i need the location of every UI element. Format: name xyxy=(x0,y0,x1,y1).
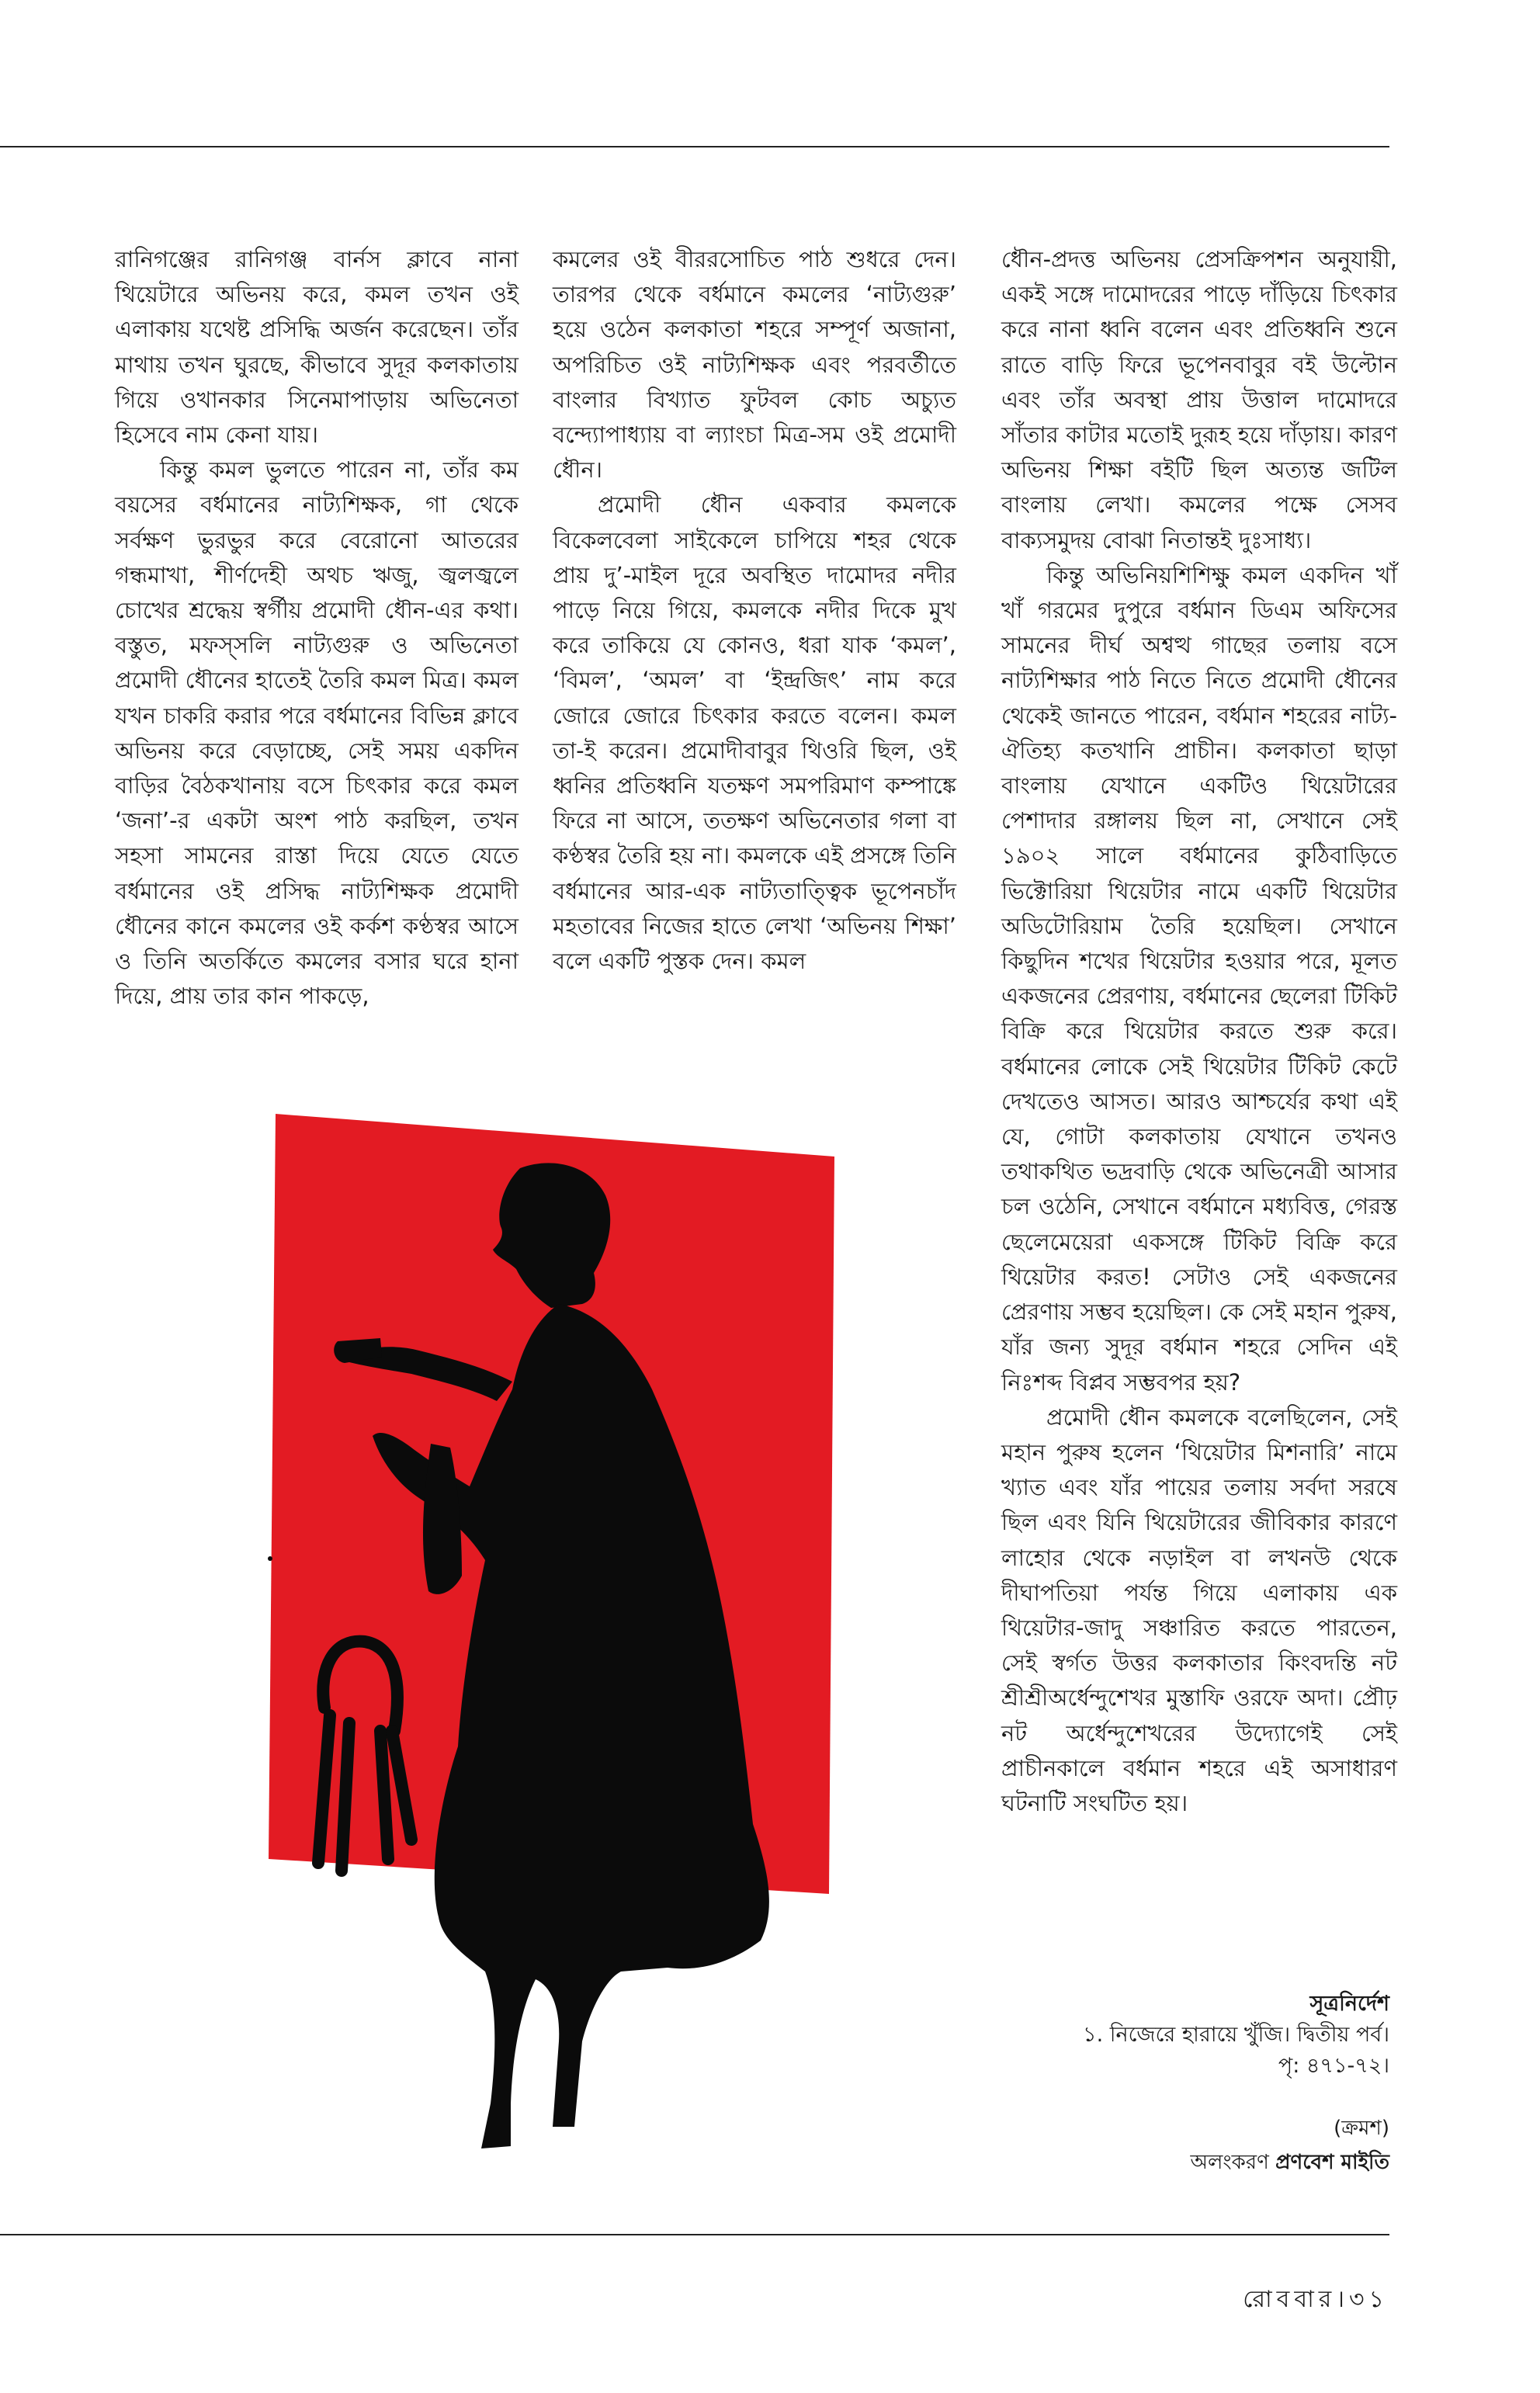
credit-label: অলংকরণ xyxy=(1190,2151,1269,2174)
article-tail xyxy=(1001,2111,1389,2180)
text-column-1 xyxy=(115,242,519,1014)
paragraph: প্রমোদী ধৌন একবার কমলকে বিকেলবেলা সাইকেলে চাপিয়ে শহর থেকে প্রায় দু’-মাইল দূরে অবস্থিত দামোদর নদীর পাড়ে নিয়ে গিয়ে, কমলকে নদীর দিকে মুখ করে তাকিয়ে যে কোনও, ধরা যাক ‘কমল’, ‘বিমল’, ‘অমল’ বা ‘ইন্দ্রজিৎ’ নাম করে জোরে জোরে চিৎকার করতে বলেন। কমল তা-ই করেন। প্রমোদীবাবুর থিওরি ছিল, ওই ধ্বনির প্রতিধ্বনি যতক্ষণ সমপরিমাণ কম্পাঙ্কে ফিরে না আসে, ততক্ষণ অভিনেতার গলা বা কণ্ঠস্বর তৈরি হয় না। কমলকে এই প্রসঙ্গে তিনি বর্ধমানের আর-এক নাট্যতাত্ত্বিক ভূপেনচাঁদ মহতাবের নিজের হাতে লেখা ‘অভিনয় শিক্ষা’ বলে একটি পুস্তক দেন। কমল xyxy=(553,491,956,975)
ink-dot xyxy=(268,1556,272,1561)
illustration-credit xyxy=(1001,2145,1389,2180)
reference-pages: পৃ: ৪৭১-৭২। xyxy=(1278,2054,1389,2078)
references-heading: সূত্রনির্দেশ xyxy=(1309,1992,1389,2016)
references xyxy=(1001,1989,1389,2082)
paragraph: কিন্তু কমল ভুলতে পারেন না, তাঁর কম বয়সের বর্ধমানের নাট্যশিক্ষক, গা থেকে সর্বক্ষণ ভুরভুর করে বেরোনো আতরের গন্ধমাখা, শীর্ণদেহী অথচ ঋজু, জ্বলজ্বলে চোখের শ্রদ্ধেয় স্বর্গীয় প্রমোদী ধৌন-এর কথা। বস্তুত, মফস্সলি নাট্যগুরু ও অভিনেতা প্রমোদী ধৌনের হাতেই তৈরি কমল মিত্র। কমল যখন চাকরি করার পরে বর্ধমানের বিভিন্ন ক্লাবে অভিনয় করে বেড়াচ্ছে, সেই সময় একদিন বাড়ির বৈঠকখানায় বসে চিৎকার করে কমল ‘জনা’-র একটা অংশ পাঠ করছিল, তখন সহসা সামনের রাস্তা দিয়ে যেতে যেতে বর্ধমানের ওই প্রসিদ্ধ নাট্যশিক্ষক প্রমোদী ধৌনের কানে কমলের ওই কর্কশ কণ্ঠস্বর আসে ও তিনি অতর্কিতে কমলের বসার ঘরে হানা দিয়ে, প্রায় তার কান পাকড়ে, xyxy=(115,456,519,1010)
text-column-2 xyxy=(553,242,956,979)
silhouette-illustration xyxy=(264,1094,877,2212)
page-number: ৩১ xyxy=(1349,2286,1389,2313)
paragraph: রানিগঞ্জের রানিগঞ্জ বার্নস ক্লাবে নানা থিয়েটারে অভিনয় করে, কমল তখন ওই এলাকায় যথেষ্ট প্রসিদ্ধি অর্জন করেছেন। তাঁর মাথায় তখন ঘুরছে, কীভাবে সুদূর কলকাতায় গিয়ে ওখানকার সিনেমাপাড়ায় অভিনেতা হিসেবে নাম কেনা যায়। xyxy=(115,246,519,449)
text-column-3 xyxy=(1001,242,1397,1821)
magazine-name: রোববার xyxy=(1243,2286,1337,2313)
bottom-rule xyxy=(0,2234,1389,2235)
paragraph: প্রমোদী ধৌন কমলকে বলেছিলেন, সেই মহান পুরুষ হলেন ‘থিয়েটার মিশনারি’ নামে খ্যাত এবং যাঁর পায়ের তলায় সর্বদা সরষে ছিল এবং যিনি থিয়েটারের জীবিকার কারণে লাহোর থেকে নড়াইল বা লখনউ থেকে দীঘাপতিয়া পর্যন্ত গিয়ে এলাকায় এক থিয়েটার-জাদু সঞ্চারিত করতে পারতেন, সেই স্বর্গত উত্তর কলকাতার কিংবদন্তি নট শ্রীশ্রীঅর্ধেন্দুশেখর মুস্তাফি ওরফে অদা। প্রৌঢ় নট অর্ধেন্দুশেখরের উদ্যোগেই সেই প্রাচীনকালে বর্ধমান শহরে এই অসাধারণ ঘটনাটি সংঘটিত হয়। xyxy=(1001,1403,1397,1816)
credit-artist: প্রণবেশ মাইতি xyxy=(1275,2151,1389,2174)
page-folio xyxy=(1243,2280,1389,2320)
top-rule xyxy=(0,146,1389,147)
reference-item: ১. নিজেরে হারায়ে খুঁজি। দ্বিতীয় পর্ব। xyxy=(1083,2023,1389,2047)
folio-separator: । xyxy=(1336,2286,1350,2313)
paragraph: ধৌন-প্রদত্ত অভিনয় প্রেসক্রিপশন অনুযায়ী, একই সঙ্গে দামোদরের পাড়ে দাঁড়িয়ে চিৎকার করে নানা ধ্বনি বলেন এবং প্রতিধ্বনি শুনে রাতে বাড়ি ফিরে ভূপেনবাবুর বই উল্টোন এবং তাঁর অবস্থা প্রায় উত্তাল দামোদরে সাঁতার কাটার মতোই দুরূহ হয়ে দাঁড়ায়। কারণ অভিনয় শিক্ষা বইটি ছিল অত্যন্ত জটিল বাংলায় লেখা। কমলের পক্ষে সেসব বাক্যসমুদয় বোঝা নিতান্তই দুঃসাধ্য। xyxy=(1001,246,1397,553)
paragraph: কমলের ওই বীররসোচিত পাঠ শুধরে দেন। তারপর থেকে বর্ধমানে কমলের ‘নাট্যগুরু’ হয়ে ওঠেন কলকাতা শহরে সম্পূর্ণ অজানা, অপরিচিত ওই নাট্যশিক্ষক এবং পরবর্তীতে বাংলার বিখ্যাত ফুটবল কোচ অচ্যুত বন্দ্যোপাধ্যায় বা ল্যাংচা মিত্র-সম ওই প্রমোদী ধৌন। xyxy=(553,246,956,484)
paragraph: কিন্তু অভিনিয়শিশিক্ষু কমল একদিন খাঁ খাঁ গরমের দুপুরে বর্ধমান ডিএম অফিসের সামনের দীর্ঘ অশ্বত্থ গাছের তলায় বসে নাট্যশিক্ষার পাঠ নিতে নিতে প্রমোদী ধৌনের থেকেই জানতে পারেন, বর্ধমান শহরের নাট্য-ঐতিহ্য কতখানি প্রাচীন। কলকাতা ছাড়া বাংলায় যেখানে একটিও থিয়েটারের পেশাদার রঙ্গালয় ছিল না, সেখানে সেই ১৯০২ সালে বর্ধমানের কুঠিবাড়িতে ভিক্টোরিয়া থিয়েটার নামে একটি থিয়েটার অডিটোরিয়াম তৈরি হয়েছিল। সেখানে কিছুদিন শখের থিয়েটার হওয়ার পরে, মূলত একজনের প্রেরণায়, বর্ধমানের ছেলেরা টিকিট বিক্রি করে থিয়েটার করতে শুরু করে। বর্ধমানের লোকে সেই থিয়েটার টিকিট কেটে দেখতেও আসত। আরও আশ্চর্যের কথা এই যে, গোটা কলকাতায় যেখানে তখনও তথাকথিত ভদ্রবাড়ি থেকে অভিনেত্রী আসার চল ওঠেনি, সেখানে বর্ধমানে মধ্যবিত্ত, গেরস্ত ছেলেমেয়েরা একসঙ্গে টিকিট বিক্রি করে থিয়েটার করত! সেটাও সেই একজনের প্রেরণায় সম্ভব হয়েছিল। কে সেই মহান পুরুষ, যাঁর জন্য সুদূর বর্ধমান শহরে সেদিন এই নিঃশব্দ বিপ্লব সম্ভবপর হয়? xyxy=(1001,561,1398,1396)
continued-label: (ক্রমশ) xyxy=(1334,2117,1389,2140)
